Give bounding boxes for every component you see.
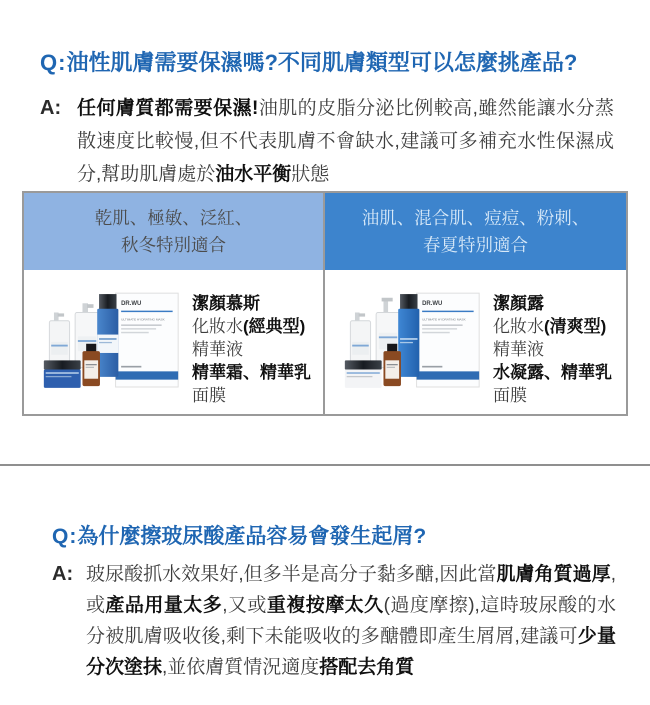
- product-line: 面膜: [493, 386, 527, 405]
- question-1: [40, 48, 614, 78]
- table-body-row: [24, 270, 626, 414]
- qa-block-moisturizing: [0, 0, 650, 191]
- product-list-oily: [493, 286, 612, 407]
- svg-text:ULTIMATE HYDRATING MASK: ULTIMATE HYDRATING MASK: [422, 317, 466, 322]
- header-dry-skin: [24, 193, 325, 270]
- svg-text:DR.WU: DR.WU: [121, 301, 142, 308]
- svg-text:DR.WU: DR.WU: [422, 301, 443, 308]
- product-line: 精華霜、精華乳: [192, 363, 311, 382]
- pump-bottle: [350, 312, 370, 364]
- question-1-text: 油性肌膚需要保濕嗎?不同肌膚類型可以怎麼挑產品?: [66, 50, 578, 75]
- product-line: 化妝水(清爽型): [493, 317, 607, 336]
- header-oily-skin-line2: 春夏特別適合: [423, 234, 528, 255]
- header-oily-skin-line1: 油肌、混合肌、痘痘、粉刺、: [361, 207, 590, 228]
- product-line: 潔顏慕斯: [192, 294, 260, 313]
- product-set-image: [42, 286, 180, 396]
- cell-dry-skin-products: [24, 270, 325, 414]
- answer-2: [52, 559, 616, 683]
- question-1-prefix: Q:: [40, 50, 67, 75]
- product-line: 水凝露、精華乳: [493, 363, 612, 382]
- cream-jar: [345, 360, 382, 388]
- answer-1: [40, 92, 614, 191]
- answer-2-prefix: A:: [52, 563, 74, 585]
- toner-bottle: [97, 294, 118, 377]
- product-line: 精華液: [493, 340, 544, 359]
- section-divider: [0, 464, 650, 466]
- product-line: 化妝水(經典型): [192, 317, 306, 336]
- answer-1-prefix: A:: [40, 97, 62, 119]
- product-line: 潔顏露: [493, 294, 544, 313]
- header-oily-skin: [325, 193, 626, 270]
- mask-box: [417, 293, 480, 387]
- product-list-dry: [192, 286, 311, 407]
- header-dry-skin-line2: 秋冬特別適合: [121, 234, 226, 255]
- question-2-text: 為什麼擦玻尿酸產品容易會發生起屑?: [77, 525, 427, 548]
- answer-1-text: 任何膚質都需要保濕!油肌的皮脂分泌比例較高,雖然能讓水分蒸散速度比較慢,但不代表肌膚不會缺水,建議可多補充水性保濕成分,幫助肌膚處於油水平衡狀態: [77, 98, 615, 185]
- header-dry-skin-line1: 乾肌、極敏、泛紅、: [94, 207, 253, 228]
- question-2: [52, 522, 616, 551]
- answer-2-text: 玻尿酸抓水效果好,但多半是高分子黏多醣,因此當肌膚角質過厚,或產品用量太多,又或重複按摩太久(過度摩擦),這時玻尿酸的水分被肌膚吸收後,剩下未能吸收的多醣體即產生屑屑,建議可少量分次塗抹,並依膚質情況適度搭配去角質: [86, 564, 616, 678]
- cell-oily-skin-products: [325, 270, 626, 414]
- qa-block-hyaluronic-acid: [0, 474, 650, 683]
- product-set-image: [343, 286, 481, 396]
- product-line: 精華液: [192, 340, 243, 359]
- svg-text:ULTIMATE HYDRATING MASK: ULTIMATE HYDRATING MASK: [121, 317, 165, 322]
- pump-bottle: [49, 312, 69, 364]
- toner-bottle: [398, 294, 419, 377]
- table-header-row: [24, 193, 626, 270]
- question-2-prefix: Q:: [52, 525, 78, 548]
- cream-jar: [44, 360, 81, 388]
- skin-type-comparison-table: [22, 191, 628, 416]
- product-line: 面膜: [192, 386, 226, 405]
- mask-box: [116, 293, 179, 387]
